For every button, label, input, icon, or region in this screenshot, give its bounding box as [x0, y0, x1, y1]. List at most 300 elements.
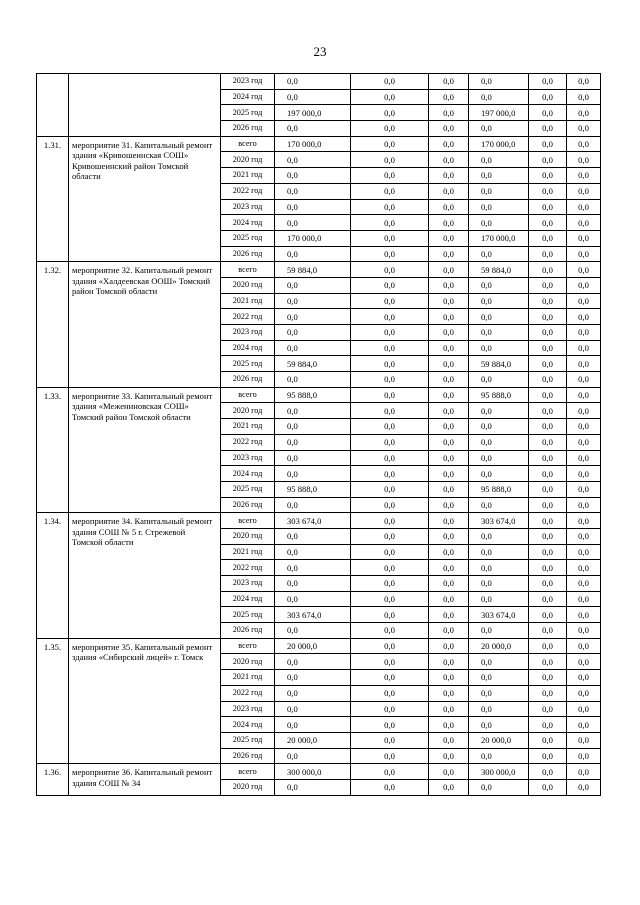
- value-cell: 0,0: [469, 560, 529, 576]
- value-cell: 0,0: [567, 544, 601, 560]
- value-cell: 0,0: [429, 717, 469, 733]
- value-cell: 0,0: [529, 89, 567, 105]
- value-cell: 0,0: [429, 136, 469, 152]
- value-cell: 0,0: [275, 293, 351, 309]
- value-cell: 0,0: [429, 623, 469, 639]
- value-cell: 300 000,0: [469, 764, 529, 780]
- value-cell: 0,0: [567, 74, 601, 90]
- period-cell: 2023 год: [221, 450, 275, 466]
- value-cell: 0,0: [567, 732, 601, 748]
- value-cell: 0,0: [469, 309, 529, 325]
- value-cell: 0,0: [529, 654, 567, 670]
- value-cell: 0,0: [567, 434, 601, 450]
- value-cell: 0,0: [529, 513, 567, 529]
- table-row: [37, 136, 601, 152]
- value-cell: 0,0: [429, 262, 469, 278]
- period-cell: 2021 год: [221, 168, 275, 184]
- value-cell: 0,0: [567, 497, 601, 513]
- value-cell: 303 674,0: [469, 607, 529, 623]
- value-cell: 0,0: [529, 136, 567, 152]
- value-cell: 0,0: [469, 403, 529, 419]
- value-cell: 0,0: [529, 560, 567, 576]
- value-cell: 0,0: [529, 183, 567, 199]
- value-cell: 95 888,0: [469, 481, 529, 497]
- value-cell: 20 000,0: [469, 732, 529, 748]
- period-cell: 2020 год: [221, 779, 275, 795]
- period-cell: 2022 год: [221, 434, 275, 450]
- value-cell: 0,0: [351, 340, 429, 356]
- table-row: [37, 638, 601, 654]
- value-cell: 0,0: [351, 277, 429, 293]
- value-cell: 0,0: [429, 293, 469, 309]
- value-cell: 0,0: [567, 450, 601, 466]
- period-cell: 2026 год: [221, 121, 275, 137]
- table-row: [37, 262, 601, 278]
- value-cell: 0,0: [567, 764, 601, 780]
- value-cell: 0,0: [567, 356, 601, 372]
- value-cell: 0,0: [529, 497, 567, 513]
- value-cell: 0,0: [567, 199, 601, 215]
- value-cell: 170 000,0: [469, 230, 529, 246]
- period-cell: 2022 год: [221, 183, 275, 199]
- value-cell: 95 888,0: [469, 387, 529, 403]
- funding-table: [36, 73, 601, 796]
- value-cell: 0,0: [469, 372, 529, 388]
- value-cell: 0,0: [529, 121, 567, 137]
- period-cell: 2022 год: [221, 560, 275, 576]
- value-cell: 0,0: [351, 450, 429, 466]
- value-cell: 0,0: [429, 105, 469, 121]
- value-cell: 0,0: [351, 403, 429, 419]
- item-number: 1.31.: [37, 136, 69, 262]
- value-cell: 0,0: [529, 309, 567, 325]
- item-name: мероприятие 36. Капитальный ремонт здания СОШ № 34: [69, 764, 221, 795]
- value-cell: 0,0: [529, 340, 567, 356]
- value-cell: 0,0: [529, 450, 567, 466]
- value-cell: 0,0: [429, 74, 469, 90]
- period-cell: 2024 год: [221, 340, 275, 356]
- value-cell: 0,0: [275, 623, 351, 639]
- value-cell: 0,0: [529, 685, 567, 701]
- value-cell: 0,0: [567, 591, 601, 607]
- value-cell: 0,0: [351, 701, 429, 717]
- value-cell: 59 884,0: [275, 356, 351, 372]
- period-cell: 2021 год: [221, 419, 275, 435]
- value-cell: 0,0: [567, 685, 601, 701]
- value-cell: 0,0: [567, 325, 601, 341]
- value-cell: 0,0: [567, 560, 601, 576]
- period-cell: всего: [221, 262, 275, 278]
- value-cell: 0,0: [351, 356, 429, 372]
- period-cell: 2025 год: [221, 607, 275, 623]
- value-cell: 20 000,0: [275, 638, 351, 654]
- period-cell: 2020 год: [221, 654, 275, 670]
- item-number: [37, 74, 69, 137]
- period-cell: 2021 год: [221, 544, 275, 560]
- value-cell: 0,0: [529, 466, 567, 482]
- period-cell: 2026 год: [221, 623, 275, 639]
- value-cell: 0,0: [351, 325, 429, 341]
- value-cell: 0,0: [351, 168, 429, 184]
- value-cell: 0,0: [275, 121, 351, 137]
- value-cell: 0,0: [567, 262, 601, 278]
- period-cell: 2021 год: [221, 293, 275, 309]
- value-cell: 0,0: [275, 403, 351, 419]
- value-cell: 0,0: [567, 528, 601, 544]
- value-cell: 0,0: [275, 717, 351, 733]
- table-row: [37, 764, 601, 780]
- value-cell: 0,0: [275, 685, 351, 701]
- value-cell: 0,0: [429, 434, 469, 450]
- period-cell: 2024 год: [221, 717, 275, 733]
- value-cell: 0,0: [469, 654, 529, 670]
- period-cell: 2021 год: [221, 670, 275, 686]
- value-cell: 0,0: [275, 246, 351, 262]
- value-cell: 0,0: [567, 670, 601, 686]
- period-cell: 2024 год: [221, 591, 275, 607]
- value-cell: 0,0: [429, 450, 469, 466]
- value-cell: 0,0: [429, 779, 469, 795]
- value-cell: 0,0: [469, 528, 529, 544]
- value-cell: 0,0: [351, 419, 429, 435]
- period-cell: 2025 год: [221, 732, 275, 748]
- value-cell: 0,0: [567, 638, 601, 654]
- value-cell: 0,0: [275, 89, 351, 105]
- value-cell: 0,0: [469, 183, 529, 199]
- value-cell: 0,0: [529, 372, 567, 388]
- value-cell: 0,0: [351, 576, 429, 592]
- value-cell: 0,0: [567, 466, 601, 482]
- value-cell: 0,0: [529, 779, 567, 795]
- value-cell: 0,0: [529, 434, 567, 450]
- value-cell: 0,0: [567, 419, 601, 435]
- value-cell: 0,0: [567, 183, 601, 199]
- value-cell: 300 000,0: [275, 764, 351, 780]
- value-cell: 0,0: [469, 779, 529, 795]
- value-cell: 0,0: [529, 623, 567, 639]
- item-number: 1.32.: [37, 262, 69, 388]
- item-name: мероприятие 34. Капитальный ремонт здания СОШ № 5 г. Стрежевой Томской области: [69, 513, 221, 639]
- value-cell: 0,0: [567, 136, 601, 152]
- value-cell: 0,0: [429, 607, 469, 623]
- value-cell: 0,0: [567, 293, 601, 309]
- value-cell: 170 000,0: [275, 230, 351, 246]
- value-cell: 0,0: [429, 481, 469, 497]
- value-cell: 0,0: [351, 638, 429, 654]
- value-cell: 0,0: [469, 497, 529, 513]
- value-cell: 0,0: [275, 544, 351, 560]
- item-number: 1.33.: [37, 387, 69, 513]
- value-cell: 0,0: [429, 372, 469, 388]
- value-cell: 95 888,0: [275, 387, 351, 403]
- value-cell: 0,0: [351, 121, 429, 137]
- period-cell: 2023 год: [221, 701, 275, 717]
- value-cell: 0,0: [567, 152, 601, 168]
- value-cell: 0,0: [275, 450, 351, 466]
- period-cell: 2025 год: [221, 481, 275, 497]
- value-cell: 0,0: [567, 748, 601, 764]
- value-cell: 0,0: [567, 121, 601, 137]
- value-cell: 0,0: [429, 497, 469, 513]
- value-cell: 0,0: [351, 607, 429, 623]
- value-cell: 0,0: [429, 403, 469, 419]
- value-cell: 0,0: [275, 74, 351, 90]
- value-cell: 0,0: [429, 230, 469, 246]
- value-cell: 0,0: [529, 481, 567, 497]
- value-cell: 0,0: [429, 356, 469, 372]
- value-cell: 0,0: [429, 168, 469, 184]
- value-cell: 0,0: [529, 638, 567, 654]
- value-cell: 0,0: [529, 199, 567, 215]
- value-cell: 0,0: [351, 528, 429, 544]
- value-cell: 0,0: [351, 293, 429, 309]
- value-cell: 0,0: [469, 121, 529, 137]
- value-cell: 0,0: [529, 168, 567, 184]
- value-cell: 197 000,0: [469, 105, 529, 121]
- value-cell: 0,0: [351, 560, 429, 576]
- value-cell: 0,0: [469, 277, 529, 293]
- value-cell: 0,0: [351, 466, 429, 482]
- period-cell: всего: [221, 764, 275, 780]
- value-cell: 0,0: [567, 89, 601, 105]
- value-cell: 0,0: [351, 497, 429, 513]
- value-cell: 0,0: [275, 277, 351, 293]
- value-cell: 0,0: [275, 528, 351, 544]
- value-cell: 0,0: [469, 199, 529, 215]
- value-cell: 0,0: [529, 591, 567, 607]
- period-cell: 2025 год: [221, 356, 275, 372]
- value-cell: 0,0: [351, 387, 429, 403]
- value-cell: 0,0: [429, 544, 469, 560]
- value-cell: 0,0: [275, 701, 351, 717]
- value-cell: 0,0: [529, 74, 567, 90]
- value-cell: 0,0: [429, 183, 469, 199]
- period-cell: 2025 год: [221, 105, 275, 121]
- item-name: мероприятие 33. Капитальный ремонт здания «Межениновская СОШ» Томский район Томской области: [69, 387, 221, 513]
- value-cell: 59 884,0: [275, 262, 351, 278]
- period-cell: 2024 год: [221, 89, 275, 105]
- value-cell: 0,0: [275, 560, 351, 576]
- value-cell: 0,0: [469, 685, 529, 701]
- value-cell: 0,0: [529, 764, 567, 780]
- item-name: мероприятие 32. Капитальный ремонт здания «Халдеевская ООШ» Томский район Томской области: [69, 262, 221, 388]
- period-cell: всего: [221, 136, 275, 152]
- value-cell: 0,0: [351, 748, 429, 764]
- table-row: [37, 513, 601, 529]
- value-cell: 0,0: [469, 152, 529, 168]
- value-cell: 0,0: [275, 309, 351, 325]
- value-cell: 0,0: [529, 325, 567, 341]
- value-cell: 0,0: [429, 387, 469, 403]
- value-cell: 0,0: [275, 748, 351, 764]
- value-cell: 0,0: [469, 623, 529, 639]
- value-cell: 0,0: [351, 670, 429, 686]
- period-cell: 2022 год: [221, 309, 275, 325]
- value-cell: 0,0: [567, 215, 601, 231]
- value-cell: 0,0: [469, 544, 529, 560]
- value-cell: 0,0: [351, 262, 429, 278]
- value-cell: 0,0: [469, 89, 529, 105]
- value-cell: 0,0: [529, 152, 567, 168]
- value-cell: 0,0: [429, 591, 469, 607]
- value-cell: 0,0: [275, 152, 351, 168]
- item-name: мероприятие 31. Капитальный ремонт здания «Кривошеинская СОШ» Кривошеинский район Томской области: [69, 136, 221, 262]
- value-cell: 0,0: [275, 497, 351, 513]
- value-cell: 0,0: [275, 340, 351, 356]
- value-cell: 0,0: [469, 717, 529, 733]
- period-cell: 2026 год: [221, 246, 275, 262]
- table-row: [37, 387, 601, 403]
- value-cell: 0,0: [529, 576, 567, 592]
- item-number: 1.34.: [37, 513, 69, 639]
- value-cell: 0,0: [275, 779, 351, 795]
- value-cell: 303 674,0: [469, 513, 529, 529]
- value-cell: 0,0: [429, 277, 469, 293]
- value-cell: 0,0: [567, 717, 601, 733]
- value-cell: 0,0: [351, 779, 429, 795]
- value-cell: 0,0: [529, 387, 567, 403]
- value-cell: 0,0: [567, 701, 601, 717]
- value-cell: 0,0: [529, 262, 567, 278]
- value-cell: 0,0: [567, 576, 601, 592]
- value-cell: 0,0: [567, 277, 601, 293]
- value-cell: 0,0: [351, 183, 429, 199]
- value-cell: 0,0: [429, 513, 469, 529]
- period-cell: 2026 год: [221, 497, 275, 513]
- value-cell: 0,0: [275, 654, 351, 670]
- value-cell: 0,0: [529, 732, 567, 748]
- value-cell: 0,0: [275, 670, 351, 686]
- value-cell: 0,0: [529, 717, 567, 733]
- value-cell: 0,0: [351, 434, 429, 450]
- value-cell: 0,0: [469, 215, 529, 231]
- value-cell: 0,0: [351, 152, 429, 168]
- value-cell: 20 000,0: [275, 732, 351, 748]
- value-cell: 0,0: [351, 105, 429, 121]
- value-cell: 0,0: [567, 230, 601, 246]
- value-cell: 0,0: [529, 748, 567, 764]
- value-cell: 0,0: [351, 89, 429, 105]
- value-cell: 0,0: [469, 325, 529, 341]
- value-cell: 0,0: [275, 434, 351, 450]
- value-cell: 170 000,0: [275, 136, 351, 152]
- value-cell: 0,0: [469, 670, 529, 686]
- value-cell: 0,0: [429, 576, 469, 592]
- period-cell: 2020 год: [221, 277, 275, 293]
- value-cell: 59 884,0: [469, 356, 529, 372]
- period-cell: 2024 год: [221, 466, 275, 482]
- value-cell: 0,0: [351, 513, 429, 529]
- value-cell: 0,0: [567, 481, 601, 497]
- page-number: 23: [313, 44, 327, 59]
- value-cell: 0,0: [351, 481, 429, 497]
- value-cell: 0,0: [351, 199, 429, 215]
- value-cell: 0,0: [275, 372, 351, 388]
- value-cell: 0,0: [469, 246, 529, 262]
- value-cell: 0,0: [469, 434, 529, 450]
- value-cell: 0,0: [529, 105, 567, 121]
- value-cell: 0,0: [351, 717, 429, 733]
- period-cell: 2026 год: [221, 372, 275, 388]
- value-cell: 0,0: [275, 576, 351, 592]
- period-cell: 2020 год: [221, 528, 275, 544]
- value-cell: 0,0: [429, 325, 469, 341]
- value-cell: 0,0: [429, 199, 469, 215]
- value-cell: 59 884,0: [469, 262, 529, 278]
- value-cell: 0,0: [429, 309, 469, 325]
- period-cell: 2022 год: [221, 685, 275, 701]
- value-cell: 0,0: [567, 623, 601, 639]
- value-cell: 0,0: [469, 293, 529, 309]
- value-cell: 0,0: [351, 215, 429, 231]
- value-cell: 0,0: [429, 638, 469, 654]
- value-cell: 0,0: [429, 121, 469, 137]
- value-cell: 0,0: [275, 215, 351, 231]
- item-name: [69, 74, 221, 137]
- value-cell: 0,0: [429, 654, 469, 670]
- value-cell: 0,0: [567, 372, 601, 388]
- value-cell: 0,0: [351, 685, 429, 701]
- value-cell: 0,0: [429, 215, 469, 231]
- value-cell: 0,0: [275, 591, 351, 607]
- table-row: [37, 74, 601, 90]
- value-cell: 0,0: [567, 105, 601, 121]
- value-cell: 0,0: [529, 356, 567, 372]
- value-cell: 0,0: [469, 419, 529, 435]
- value-cell: 0,0: [567, 513, 601, 529]
- value-cell: 0,0: [275, 325, 351, 341]
- value-cell: 0,0: [429, 764, 469, 780]
- period-cell: 2023 год: [221, 199, 275, 215]
- value-cell: 0,0: [469, 701, 529, 717]
- period-cell: 2023 год: [221, 325, 275, 341]
- item-number: 1.35.: [37, 638, 69, 764]
- value-cell: 0,0: [469, 340, 529, 356]
- value-cell: 0,0: [529, 246, 567, 262]
- value-cell: 0,0: [351, 623, 429, 639]
- value-cell: 0,0: [567, 387, 601, 403]
- period-cell: 2023 год: [221, 74, 275, 90]
- value-cell: 0,0: [351, 246, 429, 262]
- value-cell: 0,0: [429, 340, 469, 356]
- value-cell: 170 000,0: [469, 136, 529, 152]
- value-cell: 0,0: [275, 199, 351, 215]
- value-cell: 0,0: [351, 732, 429, 748]
- value-cell: 0,0: [429, 670, 469, 686]
- value-cell: 0,0: [529, 528, 567, 544]
- value-cell: 0,0: [567, 779, 601, 795]
- value-cell: 0,0: [567, 168, 601, 184]
- value-cell: 0,0: [429, 89, 469, 105]
- value-cell: 0,0: [567, 403, 601, 419]
- value-cell: 0,0: [351, 74, 429, 90]
- value-cell: 0,0: [529, 670, 567, 686]
- item-name: мероприятие 35. Капитальный ремонт здания «Сибирский лицей» г. Томск: [69, 638, 221, 764]
- value-cell: 0,0: [275, 419, 351, 435]
- value-cell: 0,0: [529, 277, 567, 293]
- value-cell: 0,0: [529, 607, 567, 623]
- value-cell: 0,0: [529, 544, 567, 560]
- period-cell: 2026 год: [221, 748, 275, 764]
- value-cell: 0,0: [567, 654, 601, 670]
- period-cell: 2020 год: [221, 403, 275, 419]
- value-cell: 0,0: [275, 183, 351, 199]
- value-cell: 0,0: [351, 764, 429, 780]
- value-cell: 0,0: [429, 560, 469, 576]
- value-cell: 0,0: [469, 748, 529, 764]
- value-cell: 0,0: [469, 168, 529, 184]
- value-cell: 303 674,0: [275, 513, 351, 529]
